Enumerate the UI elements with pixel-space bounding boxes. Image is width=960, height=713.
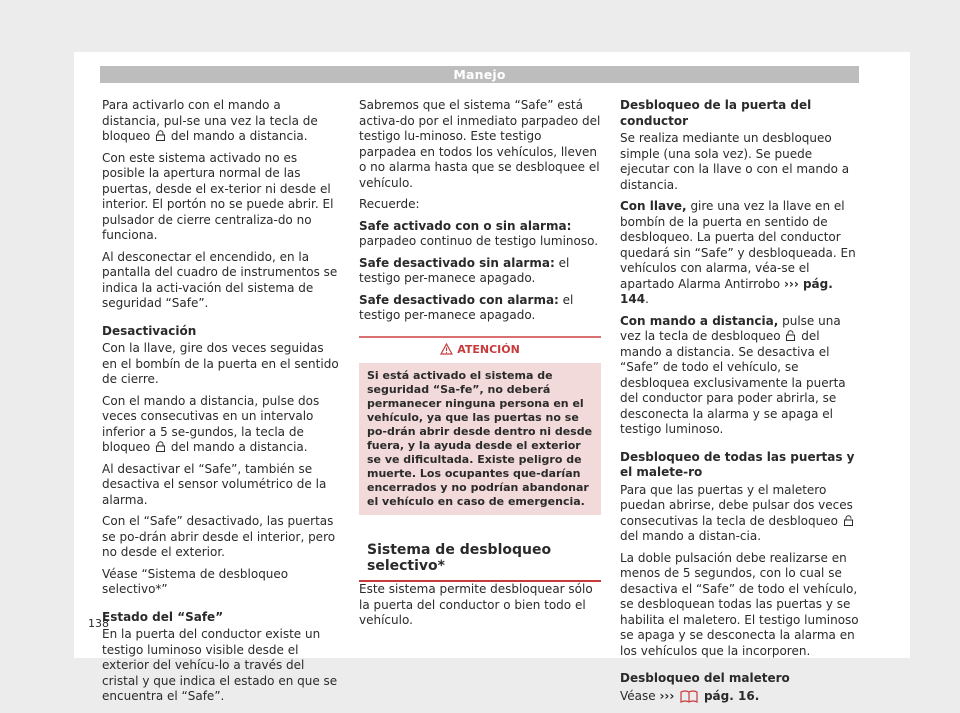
warning-header <box>359 338 601 364</box>
paragraph: Safe activado con o sin alarma: parpadeo continuo de testigo luminoso. <box>359 218 599 248</box>
page-number: 138 <box>88 617 109 630</box>
text: del mando a distancia. <box>167 129 308 143</box>
warning-triangle-icon <box>440 343 453 360</box>
subheading: Desbloqueo del maletero <box>620 671 790 685</box>
lock-closed-icon <box>156 441 165 452</box>
paragraph: Véase “Sistema de desbloqueo selectivo*” <box>102 566 289 596</box>
column-3 <box>620 98 862 713</box>
paragraph: Con llave, gire una vez la llave en el bombín de la puerta en sentido de desbloqueo. La puerta del conductor quedará sin “Safe” y desbloqueada. En vehículos con alarma, véa-se el apartado Alarma Antirrobo ››› pág. 144. <box>620 199 856 306</box>
warning-box <box>359 336 601 516</box>
lock-open-icon <box>786 330 795 341</box>
paragraph: Recuerde: <box>359 197 420 211</box>
text: Con el mando a distancia, pulse dos veces consecutivas en un intervalo inferior a 5 se-gundos, la tecla de bloqueo <box>102 393 320 454</box>
paragraph: Con este sistema activado no es posible la apertura normal de las puertas, desde el ex-terior ni desde el interior. El portón no se puede abrir. El pulsador de cierre centraliza-do no funciona. <box>102 150 334 242</box>
book-icon <box>680 689 698 708</box>
paragraph: Véase ››› pág. 16. <box>620 689 862 708</box>
paragraph: Para que las puertas y el maletero puedan abrirse, debe pulsar dos veces consecutivas la tecla de desbloqueo del mando a distan-cia. <box>620 482 853 543</box>
subheading: Desactivación <box>102 323 197 338</box>
subheading: Estado del “Safe” <box>102 609 224 624</box>
subheading: Desbloqueo de la puerta del conductor <box>620 98 812 128</box>
paragraph: Al desactivar el “Safe”, también se desactiva el sensor volumétrico de la alarma. <box>102 461 327 507</box>
paragraph: Safe desactivado sin alarma: el testigo per-manece apagado. <box>359 255 570 285</box>
paragraph: Con la llave, gire dos veces seguidas en el bombín de la puerta en el sentido de cierre. <box>102 341 339 386</box>
text: Para activarlo con el mando a distancia, pul-se una vez la tecla de bloqueo <box>102 98 318 143</box>
paragraph: La doble pulsación debe realizarse en menos de 5 segundos, con lo cual se desactiva el “Safe” de todo el vehículo, se desbloquean todas las puertas y se habilita el maletero. El testigo luminoso se apaga y se desconecta la alarma en los vehículos que la incorporen. <box>620 550 859 658</box>
column-2 <box>359 98 601 635</box>
reference-arrows: ››› <box>659 688 675 703</box>
warning-text: Si está activado el sistema de seguridad “Sa-fe”, no deberá permanecer ninguna persona en el vehículo, ya que las puertas no se po-drán abrir desde dentro ni desde fuera, y la ayuda desde el exterior se ve dificultada. Existe peligro de muerte. Los ocupantes que-darían encerrados y no podrían abandonar el vehículo en caso de emergencia. <box>367 369 593 508</box>
paragraph: Al desconectar el encendido, en la pantalla del cuadro de instrumentos se indica la acti-vación del sistema de seguridad “Safe”. <box>102 249 338 310</box>
paragraph: Con mando a distancia, pulse una vez la tecla de desbloqueo del mando a distancia. Se desactiva el “Safe” de todo el vehículo, se desbloquea exclusivamente la puerta del conductor para poder abrirla, se desconecta la alarma y se apaga el testigo luminoso. <box>620 313 846 436</box>
lock-closed-icon <box>156 130 165 141</box>
paragraph: Con el “Safe” desactivado, las puertas se po-drán abrir desde el interior, pero no desde el exterior. <box>102 514 336 559</box>
paragraph: Safe desactivado con alarma: el testigo per-manece apagado. <box>359 292 574 322</box>
paragraph: Sabremos que el sistema “Safe” está activa-do por el inmediato parpadeo del testigo lu-minoso. Este testigo parpadea en todos los vehículos, lleven o no alarma hasta que se desbloquee el vehículo. <box>359 98 601 190</box>
subheading: Desbloqueo de todas las puertas y el malete-ro <box>620 449 855 479</box>
paragraph: Se realiza mediante un desbloqueo simple (una sola vez). Se puede ejecutar con la llave o con el mando a distancia. <box>620 131 850 192</box>
paragraph <box>102 394 342 456</box>
text: del mando a distancia. <box>167 440 308 454</box>
header-bar <box>100 66 859 83</box>
page-title: Manejo <box>453 67 506 82</box>
section-title: Sistema de desbloqueo selectivo* <box>359 543 601 582</box>
lock-open-icon <box>844 515 853 526</box>
paragraph: En la puerta del conductor existe un testigo luminoso visible desde el exterior del vehícu-lo a través del cristal y que indica el estado en que se encuentra el “Safe”. <box>102 627 338 703</box>
page-reference-link[interactable]: ››› pág. 144 <box>620 276 833 306</box>
paragraph <box>102 98 342 145</box>
page-reference-link[interactable]: pág. 16 <box>703 688 755 703</box>
warning-title: ATENCIÓN <box>457 342 520 356</box>
column-1 <box>102 98 342 711</box>
paragraph: Este sistema permite desbloquear sólo la puerta del conductor o bien todo el vehículo. <box>359 582 593 627</box>
